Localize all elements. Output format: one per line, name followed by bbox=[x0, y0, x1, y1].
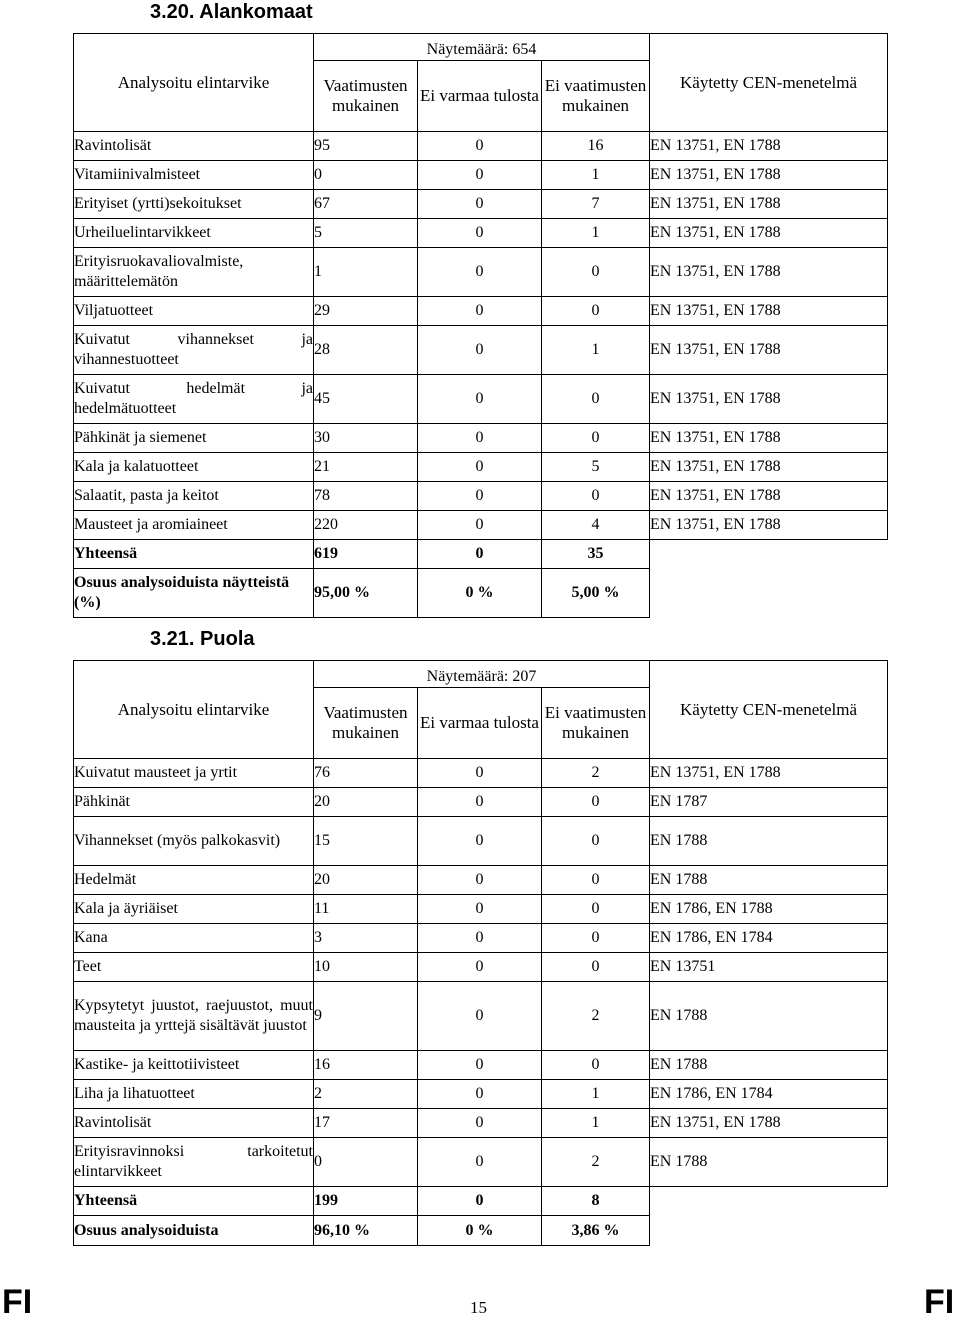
uncertain-count: 0 bbox=[418, 219, 542, 248]
noncompliant-count: 0 bbox=[542, 375, 650, 424]
compliant-count: 2 bbox=[314, 1080, 418, 1109]
product-name: Hedelmät bbox=[74, 866, 314, 895]
cen-method: EN 1788 bbox=[650, 866, 888, 895]
table-row bbox=[74, 1138, 888, 1187]
noncompliant-count: 16 bbox=[542, 132, 650, 161]
compliant-count: 0 bbox=[314, 161, 418, 190]
uncertain-count: 0 bbox=[418, 1080, 542, 1109]
product-name: Kastike- ja keittotiivisteet bbox=[74, 1051, 314, 1080]
uncertain-count: 0 bbox=[418, 132, 542, 161]
table-row bbox=[74, 424, 888, 453]
product-name: Liha ja lihatuotteet bbox=[74, 1080, 314, 1109]
share-row bbox=[74, 1216, 888, 1246]
noncompliant-count: 2 bbox=[542, 1138, 650, 1187]
product-name: Vihannekset (myös palkokasvit) bbox=[74, 817, 314, 866]
uncertain-count: 0 bbox=[418, 453, 542, 482]
cen-method: EN 13751, EN 1788 bbox=[650, 1109, 888, 1138]
cen-method: EN 13751, EN 1788 bbox=[650, 453, 888, 482]
compliant-count: 1 bbox=[314, 248, 418, 297]
compliant-count: 16 bbox=[314, 1051, 418, 1080]
empty-method-cell bbox=[650, 569, 888, 618]
noncompliant-share: 5,00 % bbox=[542, 569, 650, 618]
product-name: Kala ja kalatuotteet bbox=[74, 453, 314, 482]
compliant-count: 11 bbox=[314, 895, 418, 924]
product-name: Ravintolisät bbox=[74, 132, 314, 161]
cen-method: EN 13751, EN 1788 bbox=[650, 219, 888, 248]
compliant-total: 199 bbox=[314, 1187, 418, 1216]
section-heading-poland: 3.21. Puola bbox=[150, 628, 255, 650]
share-row-label: Osuus analysoiduista näytteistä (%) bbox=[74, 569, 314, 618]
product-name: Kana bbox=[74, 924, 314, 953]
table-row bbox=[74, 1080, 888, 1109]
cen-method: EN 13751, EN 1788 bbox=[650, 326, 888, 375]
product-name: Urheiluelintarvikkeet bbox=[74, 219, 314, 248]
compliant-count: 21 bbox=[314, 453, 418, 482]
table-row bbox=[74, 759, 888, 788]
header-sample-count: Näytemäärä: 654 bbox=[314, 34, 650, 61]
noncompliant-count: 1 bbox=[542, 1080, 650, 1109]
product-name: Pähkinät ja siemenet bbox=[74, 424, 314, 453]
compliant-count: 67 bbox=[314, 190, 418, 219]
uncertain-count: 0 bbox=[418, 424, 542, 453]
compliant-count: 95 bbox=[314, 132, 418, 161]
table-row bbox=[74, 817, 888, 866]
table-row bbox=[74, 453, 888, 482]
cen-method: EN 13751 bbox=[650, 953, 888, 982]
noncompliant-count: 0 bbox=[542, 248, 650, 297]
share-row-label: Osuus analysoiduista bbox=[74, 1216, 314, 1246]
table-row bbox=[74, 482, 888, 511]
product-name: Pähkinät bbox=[74, 788, 314, 817]
uncertain-count: 0 bbox=[418, 326, 542, 375]
empty-method-cell bbox=[650, 1216, 888, 1246]
empty-method-cell bbox=[650, 540, 888, 569]
header-uncertain: Ei varmaa tulosta bbox=[418, 688, 542, 759]
noncompliant-count: 0 bbox=[542, 297, 650, 326]
uncertain-count: 0 bbox=[418, 1109, 542, 1138]
cen-method: EN 1786, EN 1784 bbox=[650, 1080, 888, 1109]
product-name: Kuivatut mausteet ja yrtit bbox=[74, 759, 314, 788]
table-row bbox=[74, 924, 888, 953]
total-row-label: Yhteensä bbox=[74, 540, 314, 569]
noncompliant-count: 1 bbox=[542, 1109, 650, 1138]
footer-language-left: FI bbox=[2, 1283, 33, 1321]
cen-method: EN 1788 bbox=[650, 1138, 888, 1187]
uncertain-total: 0 bbox=[418, 540, 542, 569]
cen-method: EN 13751, EN 1788 bbox=[650, 482, 888, 511]
noncompliant-count: 4 bbox=[542, 511, 650, 540]
compliant-count: 78 bbox=[314, 482, 418, 511]
uncertain-count: 0 bbox=[418, 982, 542, 1051]
header-method: Käytetty CEN-menetelmä bbox=[650, 34, 888, 132]
noncompliant-share: 3,86 % bbox=[542, 1216, 650, 1246]
noncompliant-count: 1 bbox=[542, 161, 650, 190]
noncompliant-count: 0 bbox=[542, 1051, 650, 1080]
noncompliant-count: 0 bbox=[542, 924, 650, 953]
uncertain-count: 0 bbox=[418, 953, 542, 982]
product-name: Kypsytetyt juustot, raejuustot, muut mausteita ja yrttejä sisältävät juustot bbox=[74, 982, 314, 1051]
table-row bbox=[74, 953, 888, 982]
noncompliant-count: 0 bbox=[542, 788, 650, 817]
table-row bbox=[74, 866, 888, 895]
compliant-count: 5 bbox=[314, 219, 418, 248]
cen-method: EN 1786, EN 1788 bbox=[650, 895, 888, 924]
table-row bbox=[74, 161, 888, 190]
noncompliant-count: 7 bbox=[542, 190, 650, 219]
header-noncompliant: Ei vaatimusten mukainen bbox=[542, 61, 650, 132]
page-number: 15 bbox=[470, 1298, 487, 1317]
header-uncertain: Ei varmaa tulosta bbox=[418, 61, 542, 132]
noncompliant-count: 0 bbox=[542, 817, 650, 866]
uncertain-share: 0 % bbox=[418, 1216, 542, 1246]
uncertain-count: 0 bbox=[418, 817, 542, 866]
total-row bbox=[74, 540, 888, 569]
cen-method: EN 1787 bbox=[650, 788, 888, 817]
noncompliant-count: 0 bbox=[542, 953, 650, 982]
uncertain-count: 0 bbox=[418, 248, 542, 297]
header-sample-count: Näytemäärä: 207 bbox=[314, 661, 650, 688]
product-name: Teet bbox=[74, 953, 314, 982]
uncertain-count: 0 bbox=[418, 895, 542, 924]
results-table-netherlands bbox=[73, 33, 888, 618]
product-name: Kuivatut hedelmät ja hedelmätuotteet bbox=[74, 375, 314, 424]
uncertain-count: 0 bbox=[418, 161, 542, 190]
uncertain-count: 0 bbox=[418, 190, 542, 219]
compliant-count: 9 bbox=[314, 982, 418, 1051]
uncertain-count: 0 bbox=[418, 759, 542, 788]
noncompliant-count: 0 bbox=[542, 482, 650, 511]
table-row bbox=[74, 982, 888, 1051]
product-name: Erityiset (yrtti)sekoitukset bbox=[74, 190, 314, 219]
product-name: Salaatit, pasta ja keitot bbox=[74, 482, 314, 511]
total-row-label: Yhteensä bbox=[74, 1187, 314, 1216]
product-name: Kala ja äyriäiset bbox=[74, 895, 314, 924]
cen-method: EN 1786, EN 1784 bbox=[650, 924, 888, 953]
table-row bbox=[74, 375, 888, 424]
compliant-count: 10 bbox=[314, 953, 418, 982]
empty-method-cell bbox=[650, 1187, 888, 1216]
cen-method: EN 13751, EN 1788 bbox=[650, 759, 888, 788]
compliant-count: 15 bbox=[314, 817, 418, 866]
uncertain-count: 0 bbox=[418, 1138, 542, 1187]
product-name: Erityisruokavaliovalmiste, määrittelemätön bbox=[74, 248, 314, 297]
footer-language-right: FI bbox=[924, 1283, 955, 1321]
compliant-count: 3 bbox=[314, 924, 418, 953]
product-name: Erityisravinnoksi tarkoitetut elintarvikkeet bbox=[74, 1138, 314, 1187]
uncertain-count: 0 bbox=[418, 297, 542, 326]
compliant-count: 76 bbox=[314, 759, 418, 788]
cen-method: EN 13751, EN 1788 bbox=[650, 424, 888, 453]
compliant-total: 619 bbox=[314, 540, 418, 569]
uncertain-count: 0 bbox=[418, 482, 542, 511]
uncertain-count: 0 bbox=[418, 511, 542, 540]
compliant-share: 96,10 % bbox=[314, 1216, 418, 1246]
noncompliant-total: 35 bbox=[542, 540, 650, 569]
cen-method: EN 13751, EN 1788 bbox=[650, 297, 888, 326]
compliant-count: 20 bbox=[314, 788, 418, 817]
uncertain-count: 0 bbox=[418, 375, 542, 424]
header-method: Käytetty CEN-menetelmä bbox=[650, 661, 888, 759]
header-product: Analysoitu elintarvike bbox=[74, 34, 314, 132]
cen-method: EN 1788 bbox=[650, 817, 888, 866]
table-row bbox=[74, 326, 888, 375]
header-compliant: Vaatimusten mukainen bbox=[314, 688, 418, 759]
cen-method: EN 13751, EN 1788 bbox=[650, 190, 888, 219]
noncompliant-count: 2 bbox=[542, 759, 650, 788]
compliant-share: 95,00 % bbox=[314, 569, 418, 618]
cen-method: EN 13751, EN 1788 bbox=[650, 375, 888, 424]
product-name: Vitamiinivalmisteet bbox=[74, 161, 314, 190]
noncompliant-count: 0 bbox=[542, 424, 650, 453]
cen-method: EN 13751, EN 1788 bbox=[650, 248, 888, 297]
compliant-count: 45 bbox=[314, 375, 418, 424]
noncompliant-count: 1 bbox=[542, 219, 650, 248]
table-row bbox=[74, 132, 888, 161]
cen-method: EN 13751, EN 1788 bbox=[650, 161, 888, 190]
cen-method: EN 1788 bbox=[650, 982, 888, 1051]
cen-method: EN 1788 bbox=[650, 1051, 888, 1080]
compliant-count: 220 bbox=[314, 511, 418, 540]
compliant-count: 28 bbox=[314, 326, 418, 375]
compliant-count: 29 bbox=[314, 297, 418, 326]
table-row bbox=[74, 297, 888, 326]
table-row bbox=[74, 1051, 888, 1080]
noncompliant-count: 5 bbox=[542, 453, 650, 482]
table-row bbox=[74, 190, 888, 219]
cen-method: EN 13751, EN 1788 bbox=[650, 132, 888, 161]
header-noncompliant: Ei vaatimusten mukainen bbox=[542, 688, 650, 759]
uncertain-count: 0 bbox=[418, 1051, 542, 1080]
uncertain-count: 0 bbox=[418, 788, 542, 817]
share-row bbox=[74, 569, 888, 618]
product-name: Kuivatut vihannekset ja vihannestuotteet bbox=[74, 326, 314, 375]
noncompliant-count: 2 bbox=[542, 982, 650, 1051]
noncompliant-count: 0 bbox=[542, 866, 650, 895]
product-name: Mausteet ja aromiaineet bbox=[74, 511, 314, 540]
table-row bbox=[74, 219, 888, 248]
noncompliant-count: 0 bbox=[542, 895, 650, 924]
table-row bbox=[74, 1109, 888, 1138]
compliant-count: 20 bbox=[314, 866, 418, 895]
table-row bbox=[74, 248, 888, 297]
compliant-count: 0 bbox=[314, 1138, 418, 1187]
results-table-poland bbox=[73, 660, 888, 1246]
noncompliant-total: 8 bbox=[542, 1187, 650, 1216]
uncertain-count: 0 bbox=[418, 924, 542, 953]
product-name: Viljatuotteet bbox=[74, 297, 314, 326]
section-heading-netherlands: 3.20. Alankomaat bbox=[150, 1, 313, 23]
product-name: Ravintolisät bbox=[74, 1109, 314, 1138]
total-row bbox=[74, 1187, 888, 1216]
uncertain-share: 0 % bbox=[418, 569, 542, 618]
uncertain-count: 0 bbox=[418, 866, 542, 895]
header-compliant: Vaatimusten mukainen bbox=[314, 61, 418, 132]
header-product: Analysoitu elintarvike bbox=[74, 661, 314, 759]
table-row bbox=[74, 511, 888, 540]
table-row bbox=[74, 895, 888, 924]
table-row bbox=[74, 788, 888, 817]
compliant-count: 17 bbox=[314, 1109, 418, 1138]
cen-method: EN 13751, EN 1788 bbox=[650, 511, 888, 540]
noncompliant-count: 1 bbox=[542, 326, 650, 375]
uncertain-total: 0 bbox=[418, 1187, 542, 1216]
compliant-count: 30 bbox=[314, 424, 418, 453]
